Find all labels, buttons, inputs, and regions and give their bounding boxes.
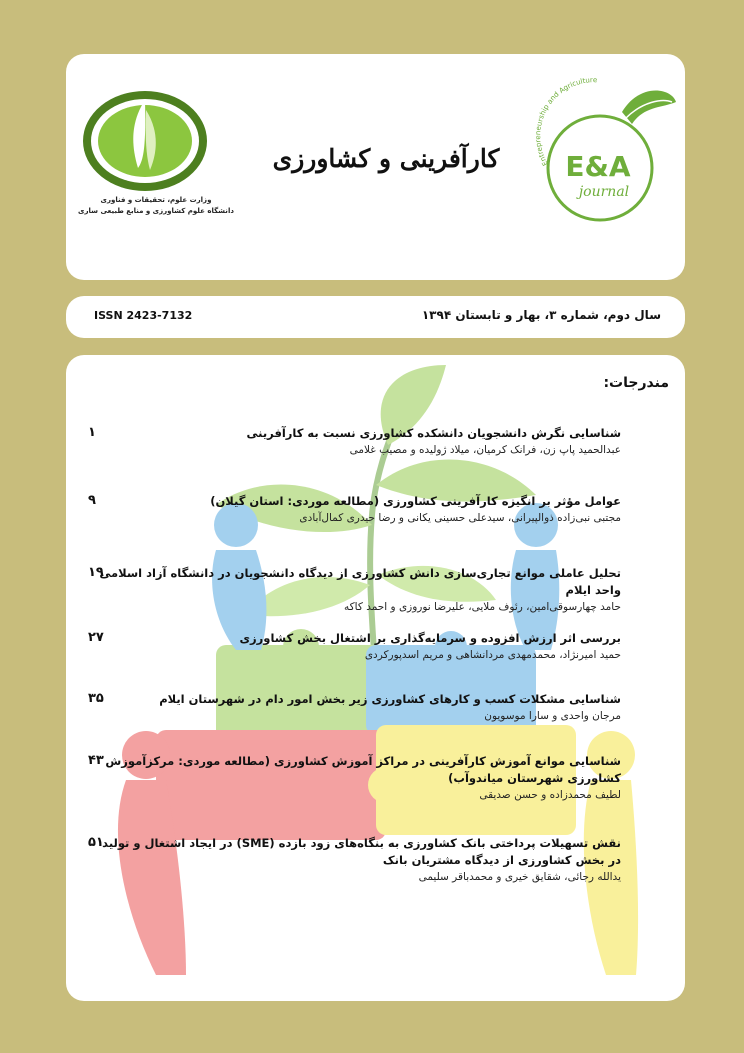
toc-item-title[interactable]: شناسایی مشکلات کسب و کارهای کشاورزی زیر بخش امور دام در شهرستان ایلام [159, 692, 621, 706]
toc-heading: مندرجات: [603, 375, 669, 391]
logo-main-text: E&A [565, 150, 631, 183]
toc-item-page: ۴۳ [88, 753, 104, 768]
toc-item[interactable] [80, 630, 671, 663]
logo-sub-text: journal [578, 184, 630, 200]
toc-item-page: ۲۷ [88, 630, 104, 645]
toc-item-authors: مجتبی نبی‌زاده ذوالپیرانی، سیدعلی حسینی یکانی و رضا حیدری کمال‌آبادی [299, 512, 621, 524]
toc-item-authors: لطیف محمدزاده و حسن صدیقی [479, 789, 621, 801]
toc-item[interactable] [80, 753, 671, 803]
ministry-logo-icon [80, 86, 210, 196]
toc-item-page: ۳۵ [88, 691, 104, 706]
toc-item-page: ۱۹ [88, 565, 104, 580]
issn-text: ISSN 2423-7132 [94, 309, 193, 322]
toc-item-authors: مرجان واحدی و سارا موسویون [484, 710, 621, 722]
toc-item[interactable] [80, 425, 671, 458]
toc-item-authors: حمید امیرنژاد، محمدمهدی مردانشاهی و مریم اسدپورکردی [364, 649, 621, 661]
toc-item[interactable] [80, 691, 671, 724]
toc-item-page: ۱ [88, 425, 96, 440]
issue-info: سال دوم، شماره ۳، بهار و تابستان ۱۳۹۴ [421, 308, 661, 322]
logo-arc-text: Entrepreneurship and Agriculture [534, 76, 598, 167]
toc-item-authors: یدالله رجائی، شقایق خیری و محمدباقر سلیمی [418, 871, 621, 883]
toc-item-authors: حامد چهارسوقی‌امین، رئوف ملایی، علیرضا نوروزی و احمد کاکه [344, 601, 621, 613]
journal-title: کارآفرینی و کشاورزی [272, 144, 500, 173]
toc-item[interactable] [80, 493, 671, 526]
toc-item-page: ۹ [88, 493, 96, 508]
toc-item-title[interactable]: بررسی اثر ارزش افزوده و سرمایه‌گذاری بر اشتغال بخش کشاورزی [239, 631, 621, 645]
toc-panel [66, 355, 685, 1001]
toc-item[interactable] [80, 835, 671, 885]
toc-item-title[interactable]: تحلیل عاملی موانع تجاری‌سازی دانش کشاورزی از دیدگاه دانشجویان در دانشگاه آزاد اسلامی واحد ایلام [99, 566, 621, 597]
toc-item-title[interactable]: عوامل مؤثر بر انگیزه کارآفرینی کشاورزی (مطالعه موردی: استان گیلان) [210, 494, 621, 508]
toc-item-page: ۵۱ [88, 835, 104, 850]
ministry-line-2: دانشگاه علوم کشاورزی و منابع طبیعی ساری [78, 207, 234, 215]
toc-item-title[interactable]: شناسایی موانع آموزش کارآفرینی در مراکز آموزش کشاورزی (مطالعه موردی: مرکزآموزش کشاورزی شهرستان میاندوآب) [105, 754, 621, 785]
toc-item-title[interactable]: شناسایی نگرش دانشجویان دانشکده کشاورزی نسبت به کارآفرینی [246, 426, 621, 440]
toc-item[interactable] [80, 565, 671, 615]
header-panel [66, 54, 685, 280]
ministry-line-1: وزارت علوم، تحقیقات و فناوری [100, 196, 212, 204]
ea-journal-logo-icon [522, 72, 682, 232]
toc-item-title[interactable]: نقش تسهیلات پرداختی بانک کشاورزی به بنگاه‌های زود بازده (SME) در ایجاد اشتغال و تولید در بخش کشاورزی از دیدگاه مشتریان بانک [102, 836, 621, 867]
issue-bar [66, 296, 685, 338]
ministry-text [76, 195, 236, 217]
toc-item-authors: عبدالحمید پاپ زن، فرانک کرمیان، میلاد ژولیده و مصیب غلامی [349, 444, 621, 456]
